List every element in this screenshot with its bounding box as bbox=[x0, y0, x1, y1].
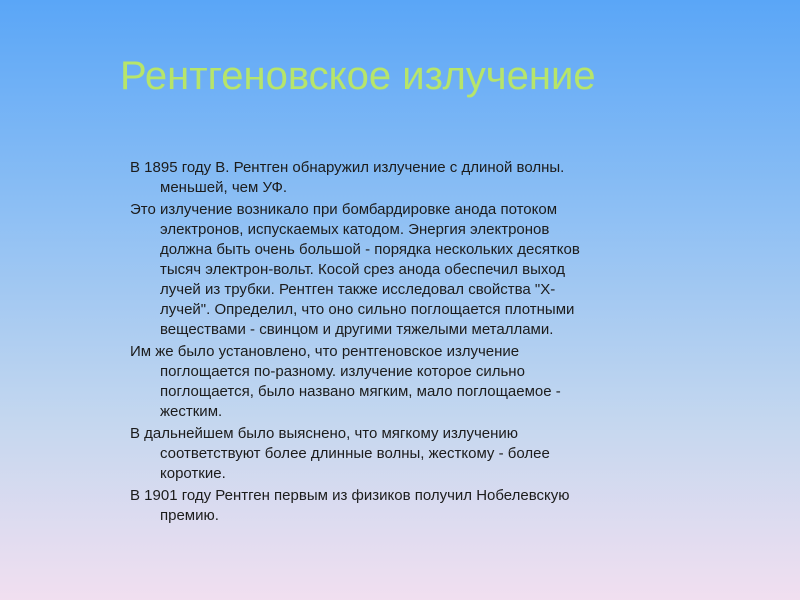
paragraph-wavelength: В дальнейшем было выяснено, что мягкому излучению соответствуют более длинные волны, жесткому - более короткие. bbox=[130, 425, 550, 482]
paragraph-discovery: В 1895 году В. Рентген обнаружил излучение с длиной волны. меньшей, чем УФ. bbox=[130, 159, 565, 196]
slide-body bbox=[130, 158, 595, 528]
paragraph-absorption: Им же было установлено, что рентгеновское излучение поглощается по-разному. излучение которое сильно поглощается, было названо мягким, мало поглощаемое - жестким. bbox=[130, 343, 561, 420]
paragraph-origin: Это излучение возникало при бомбардировке анода потоком электронов, испускаемых катодом. Энергия электронов должна быть очень большой - порядка нескольких десятков тысяч электрон-вольт. Косой срез анода обеспечил выход лучей из трубки. Рентген также исследовал свойства "Х-лучей". Определил, что оно сильно поглощается плотными веществами - свинцом и другими тяжелыми металлами. bbox=[130, 201, 580, 338]
paragraph-nobel: В 1901 году Рентген первым из физиков получил Нобелевскую премию. bbox=[130, 487, 570, 524]
slide-title: Рентгеновское излучение bbox=[120, 54, 596, 98]
